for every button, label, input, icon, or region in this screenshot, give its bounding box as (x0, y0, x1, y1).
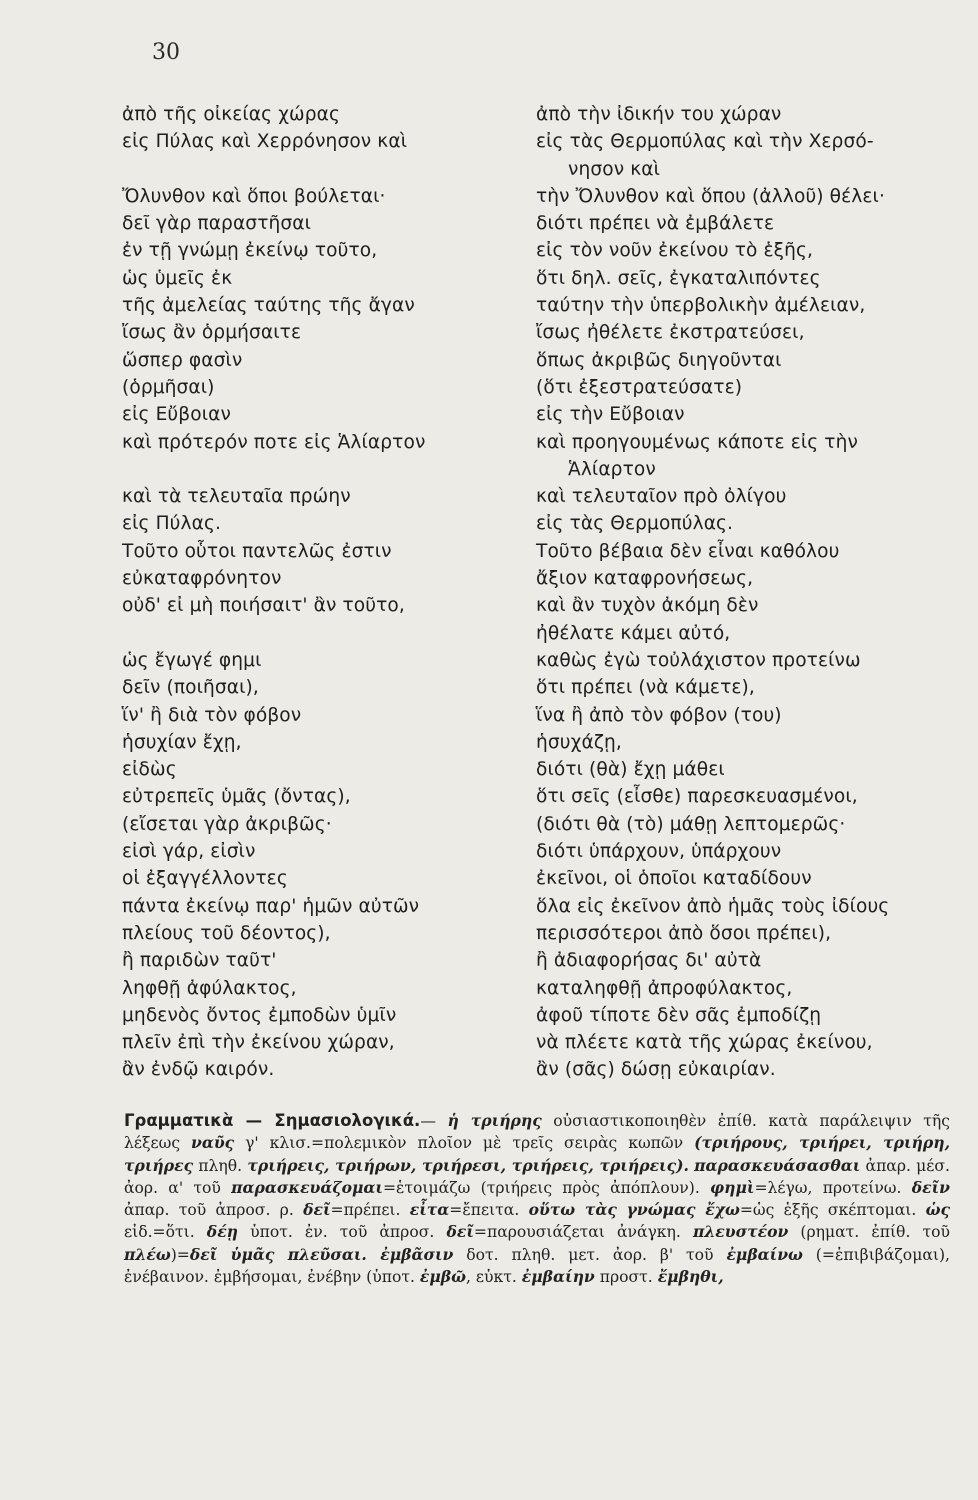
note-term: ἐμβαίνω (726, 1244, 803, 1264)
original-line: καὶ πρότερόν ποτε εἰς Ἁλίαρτον (122, 431, 426, 453)
original-line: εἰς Πύλας καὶ Χερρόνησον καὶ (122, 131, 408, 153)
translation-line: ἀπὸ τὴν ἰδικήν του χώραν (536, 104, 782, 125)
original-line: ἡσυχίαν ἔχῃ, (122, 731, 242, 753)
greek-original-column (122, 101, 518, 1084)
original-line: ὥσπερ φασὶν (122, 349, 243, 371)
translation-line: Τοῦτο βέβαια δὲν εἶναι καθόλου (536, 540, 840, 562)
note-text: =ἑτοιμάζω (τριήρεις πρὸς ἀπόπλουν). (382, 1178, 711, 1197)
note-text: γ' κλισ.=πολεμικὸν πλοῖον μὲ τρεῖς σειρὰς κωπῶν (234, 1134, 695, 1153)
original-line: τῆς ἀμελείας ταύτης τῆς ἄγαν (122, 295, 415, 317)
translation-line: νησον καὶ (568, 158, 661, 180)
original-line (122, 156, 518, 183)
translation-line: νὰ πλέετε κατὰ τῆς χώρας ἐκείνου, (536, 1032, 873, 1054)
note-text: οὐσιαστικοποιηθὲν ἐπίθ. κατὰ παράλειψιν τῆς λέξεως (124, 1112, 950, 1153)
notes-heading: Γραμματικὰ — Σημασιολογικά. (124, 1111, 421, 1130)
translation-line: ἂν (σᾶς) δώσῃ εὐκαιρίαν. (536, 1059, 776, 1081)
translation-line: διότι πρέπει νὰ ἐμβάλετε (536, 213, 775, 235)
original-line: ἢ παριδὼν ταῦτ' (122, 950, 277, 972)
note-text: (ρηματ. ἐπίθ. τοῦ (788, 1223, 950, 1242)
original-line: ὡς ὑμεῖς ἐκ (122, 267, 233, 289)
original-line: (ὁρμῆσαι) (122, 376, 215, 398)
original-line: ἂν ἐνδῷ καιρόν. (122, 1059, 275, 1081)
original-line: μηδενὸς ὄντος ἐμποδὼν ὑμῖν (122, 1004, 397, 1026)
grammar-notes (124, 1110, 950, 1288)
translation-line: ἀφοῦ τίποτε δὲν σᾶς ἐμποδίζῃ (536, 1004, 822, 1026)
note-term: πλευστέον (692, 1222, 789, 1242)
note-term: ναῦς (191, 1133, 235, 1153)
translation-line: ὅτι δηλ. σεῖς, ἐγκαταλιπόντες (536, 267, 821, 289)
note-text: , εὐκτ. (466, 1268, 522, 1287)
translation-line: καὶ τελευταῖον πρὸ ὀλίγου (536, 486, 787, 508)
translation-line: διότι (θὰ) ἔχῃ μάθει (536, 759, 725, 781)
translation-line: ὅτι σεῖς (εἶσθε) παρεσκευασμένοι, (536, 786, 858, 808)
translation-line: ὅτι πρέπει (νὰ κάμετε), (536, 677, 755, 699)
note-term: ἐμβαίην (521, 1267, 595, 1287)
note-text: δοτ. πληθ. μετ. ἀορ. β' τοῦ (453, 1245, 727, 1264)
original-line: Τοῦτο οὗτοι παντελῶς ἐστιν (122, 540, 392, 562)
original-line: εὐτρεπεῖς ὑμᾶς (ὄντας), (122, 786, 351, 808)
translation-line: (διότι θὰ (τὸ) μάθῃ λεπτομερῶς· (536, 813, 846, 835)
translation-line: ἴσως ἠθέλετε ἐκστρατεύσει, (536, 322, 805, 344)
translation-line: εἰς τὴν Εὔβοιαν (536, 404, 685, 426)
original-line: ἀπὸ τῆς οἰκείας χώρας (122, 104, 340, 125)
translation-line: ἵνα ἢ ἀπὸ τὸν φόβον (του) (536, 704, 782, 726)
note-term: δεῖ ὑμᾶς πλεῦσαι. ἐμβᾶσιν (189, 1244, 454, 1264)
translation-line: εἰς τὰς Θερμοπύλας. (536, 513, 734, 535)
translation-line: διότι ὑπάρχουν, ὑπάρχουν (536, 841, 782, 863)
translation-line: ὅλα εἰς ἐκεῖνον ἀπὸ ἡμᾶς τοὺς ἰδίους (536, 895, 890, 917)
translation-line: καθὼς ἐγὼ τοὐλάχιστον προτείνω (536, 649, 861, 671)
note-text: ἀπαρ. μέσ. ἀορ. α' τοῦ (124, 1156, 950, 1197)
note-text: =πρέπει. (330, 1201, 410, 1220)
note-term: τριήρεις, τριήρων, τριήρεσι, τριήρεις, τριήρεις). (247, 1155, 689, 1175)
note-term: (τριήρους, τριήρει, τριήρη, τριήρες (124, 1133, 950, 1175)
note-term: πλέω (124, 1244, 171, 1264)
original-line: (εἴσεται γὰρ ἀκριβῶς· (122, 813, 332, 835)
translation-line: ἄξιον καταφρονήσεως, (536, 568, 754, 590)
note-text: πληθ. (193, 1156, 248, 1175)
note-text: )= (170, 1245, 190, 1264)
note-term: παρασκευάσασθαι (694, 1155, 861, 1175)
note-term: δέῃ (206, 1222, 239, 1242)
note-text: — (420, 1112, 448, 1130)
original-line (122, 620, 518, 647)
page-number: 30 (152, 40, 180, 65)
translation-line: (ὅτι ἐξεστρατεύσατε) (536, 376, 743, 398)
translation-line: ἡσυχάζῃ, (536, 731, 622, 753)
original-line: οἱ ἐξαγγέλλοντες (122, 868, 288, 890)
note-text: ἀπαρ. τοῦ ἀπροσ. ρ. (124, 1201, 304, 1220)
translation-line: ταύτην τὴν ὑπερβολικὴν ἀμέλειαν, (536, 295, 866, 317)
note-text: προστ. (594, 1268, 658, 1287)
original-line: εἰς Εὔβοιαν (122, 404, 231, 426)
translation-line: Ἁλίαρτον (568, 458, 656, 480)
original-line: ἴσως ἂν ὁρμήσαιτε (122, 322, 302, 344)
note-text: εἰδ.=ὅτι. (124, 1223, 207, 1242)
translation-line: καὶ ἂν τυχὸν ἀκόμη δὲν (536, 595, 759, 617)
translation-line: εἰς τὸν νοῦν ἐκείνου τὸ ἑξῆς, (536, 240, 814, 262)
translation-line: καὶ προηγουμένως κάποτε εἰς τὴν (536, 431, 858, 453)
original-line: ἵν' ἢ διὰ τὸν φόβον (122, 704, 302, 726)
original-line: πλεῖν ἐπὶ τὴν ἐκείνου χώραν, (122, 1032, 395, 1054)
translation-line: περισσότεροι ἀπὸ ὅσοι πρέπει), (536, 922, 832, 944)
original-line: εἰς Πύλας. (122, 513, 221, 535)
original-line: ἐν τῇ γνώμῃ ἐκείνῳ τοῦτο, (122, 240, 378, 262)
original-line (122, 456, 518, 483)
modern-translation-column (536, 101, 956, 1084)
note-term: ἐμβῶ (419, 1267, 467, 1287)
note-text: =ἔπειτα. (449, 1201, 529, 1220)
original-line: δεῖ γὰρ παραστῆσαι (122, 213, 312, 235)
note-term: οὕτω τὰς γνώμας ἔχω (528, 1200, 740, 1220)
notes-body (124, 1112, 950, 1286)
note-term: ἡ τριήρης (447, 1111, 542, 1130)
note-term: δεῖ (446, 1222, 474, 1242)
translation-line: ἢ ἀδιαφορήσας δι' αὐτὰ (536, 950, 762, 972)
translation-line: ἐκεῖνοι, οἱ ὁποῖοι καταδίδουν (536, 868, 812, 890)
note-term: ὡς (925, 1200, 950, 1220)
original-line: ληφθῇ ἀφύλακτος, (122, 977, 297, 999)
original-line: καὶ τὰ τελευταῖα πρώην (122, 486, 351, 508)
original-line: Ὄλυνθον καὶ ὅποι βούλεται· (122, 185, 386, 207)
note-text: =παρουσιάζεται ἀνάγκη. (473, 1223, 693, 1242)
translation-line: εἰς τὰς Θερμοπύλας καὶ τὴν Χερσό- (536, 131, 874, 153)
note-term: δεῖν (911, 1177, 950, 1197)
original-line: εἰσὶ γάρ, εἰσὶν (122, 841, 256, 863)
original-line: ὡς ἔγωγέ φημι (122, 649, 262, 671)
note-term: ἔμβηθι, (657, 1267, 724, 1287)
original-line: δεῖν (ποιῆσαι), (122, 677, 259, 699)
original-line: πάντα ἐκείνῳ παρ' ἡμῶν αὐτῶν (122, 895, 420, 917)
original-line: εὐκαταφρόνητον (122, 568, 282, 590)
note-text: (=ἐπιβιβάζομαι), ἐνέβαινον. ἐμβήσομαι, ἐνέβην (ὑποτ. (124, 1245, 951, 1287)
note-text: =λέγω, προτείνω. (754, 1178, 912, 1197)
note-term: δεῖ (303, 1200, 331, 1220)
note-text: ὑποτ. ἐν. τοῦ ἀπροσ. (238, 1223, 447, 1242)
translation-line: καταληφθῇ ἀπροφύλακτος, (536, 977, 793, 999)
note-text: =ὡς ἑξῆς σκέπτομαι. (739, 1201, 926, 1220)
translation-line: ὅπως ἀκριβῶς διηγοῦνται (536, 349, 782, 371)
note-term: παρασκευάζομαι (231, 1177, 383, 1197)
note-term: φημὶ (710, 1177, 755, 1197)
original-line: οὐδ' εἰ μὴ ποιήσαιτ' ἂν τοῦτο, (122, 595, 405, 617)
note-term: εἶτα (409, 1200, 450, 1220)
translation-line: ἠθέλατε κάμει αὐτό, (536, 622, 731, 644)
original-line: πλείους τοῦ δέοντος), (122, 922, 331, 944)
translation-line: τὴν Ὄλυνθον καὶ ὅπου (ἀλλοῦ) θέλει· (536, 185, 885, 207)
original-line: εἰδὼς (122, 759, 177, 781)
